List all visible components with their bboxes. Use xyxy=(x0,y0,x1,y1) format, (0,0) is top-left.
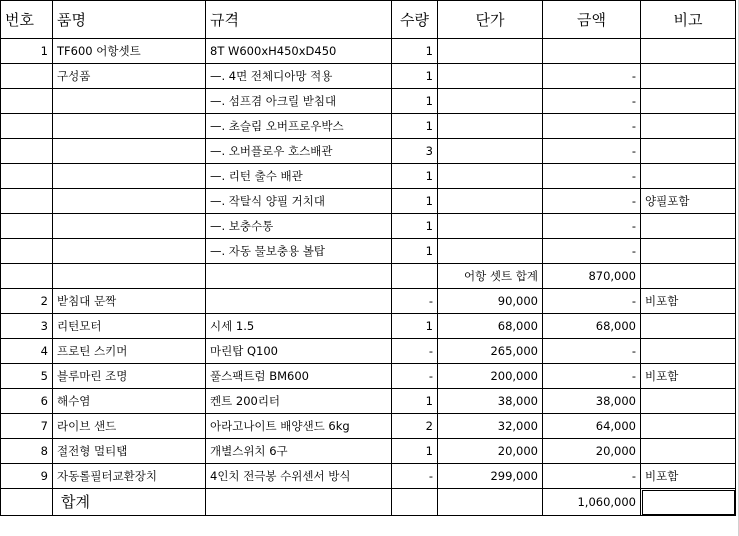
header-qty[interactable]: 수량 xyxy=(392,1,438,39)
cell-price[interactable] xyxy=(438,114,543,139)
cell-qty[interactable]: - xyxy=(392,289,438,314)
cell-note[interactable] xyxy=(641,389,736,414)
cell-qty[interactable]: 1 xyxy=(392,164,438,189)
cell-no[interactable]: 9 xyxy=(1,464,53,489)
table-row xyxy=(1,114,736,139)
table-row xyxy=(1,264,736,289)
cell-price[interactable]: 20,000 xyxy=(438,439,543,464)
table-row xyxy=(1,89,736,114)
cell-no[interactable]: 8 xyxy=(1,439,53,464)
cell-amount[interactable]: 20,000 xyxy=(543,439,641,464)
cell-note[interactable] xyxy=(641,439,736,464)
cell-name[interactable]: 자동롤필터교환장치 xyxy=(53,464,206,489)
cell-note[interactable] xyxy=(641,339,736,364)
cell-price[interactable]: 38,000 xyxy=(438,389,543,414)
table-row xyxy=(1,364,736,389)
cell-note[interactable] xyxy=(641,414,736,439)
header-amount[interactable]: 금액 xyxy=(543,1,641,39)
cell-qty[interactable]: 1 xyxy=(392,114,438,139)
total-amount[interactable]: 1,060,000 xyxy=(543,489,641,516)
cell-note[interactable] xyxy=(641,64,736,89)
cell-price[interactable] xyxy=(438,214,543,239)
cell-price[interactable] xyxy=(438,89,543,114)
header-spec[interactable]: 규격 xyxy=(206,1,392,39)
cell-no[interactable]: 5 xyxy=(1,364,53,389)
cell-price[interactable]: 68,000 xyxy=(438,314,543,339)
cell-note[interactable] xyxy=(641,89,736,114)
cell-no[interactable]: 6 xyxy=(1,389,53,414)
cell-amount[interactable]: - xyxy=(543,139,641,164)
cell-amount[interactable]: 38,000 xyxy=(543,389,641,414)
cell-qty[interactable]: - xyxy=(392,339,438,364)
cell-qty[interactable]: 1 xyxy=(392,239,438,264)
cell-qty[interactable]: - xyxy=(392,464,438,489)
cell-price[interactable]: 32,000 xyxy=(438,414,543,439)
empty-cell[interactable] xyxy=(392,489,438,516)
cell-amount[interactable]: 64,000 xyxy=(543,414,641,439)
cell-price[interactable] xyxy=(438,239,543,264)
cell-spec[interactable]: 4인치 전극봉 수위센서 방식 xyxy=(206,464,392,489)
cell-no[interactable] xyxy=(1,64,53,89)
cell-qty[interactable]: - xyxy=(392,364,438,389)
cell-spec[interactable]: —. 보충수통 xyxy=(206,214,392,239)
cell-name[interactable] xyxy=(53,214,206,239)
cell-note[interactable] xyxy=(641,164,736,189)
cell-qty[interactable]: 2 xyxy=(392,414,438,439)
cell-no[interactable] xyxy=(1,214,53,239)
table-row xyxy=(1,389,736,414)
cell-spec[interactable]: 켄트 200리터 xyxy=(206,389,392,414)
cell-name[interactable] xyxy=(53,239,206,264)
header-price[interactable]: 단가 xyxy=(438,1,543,39)
cell-note[interactable]: 비포함 xyxy=(641,464,736,489)
cell-qty[interactable]: 1 xyxy=(392,314,438,339)
cell-amount[interactable]: - xyxy=(543,464,641,489)
cell-amount[interactable]: 870,000 xyxy=(543,264,641,289)
cell-price[interactable] xyxy=(438,164,543,189)
cell-note[interactable] xyxy=(641,39,736,64)
cell-spec[interactable]: 풀스팩트럼 BM600 xyxy=(206,364,392,389)
cell-amount[interactable]: - xyxy=(543,239,641,264)
cell-spec[interactable]: —. 리턴 출수 배관 xyxy=(206,164,392,189)
header-no[interactable]: 번호 xyxy=(1,1,53,39)
cell-no[interactable] xyxy=(1,114,53,139)
empty-cell[interactable] xyxy=(1,489,53,516)
cell-name[interactable]: 라이브 샌드 xyxy=(53,414,206,439)
cell-spec[interactable]: —. 섬프겸 아크릴 받침대 xyxy=(206,89,392,114)
cell-no[interactable]: 7 xyxy=(1,414,53,439)
total-label[interactable]: 합계 xyxy=(53,489,206,516)
cell-name[interactable]: 프로틴 스키머 xyxy=(53,339,206,364)
cell-no[interactable] xyxy=(1,239,53,264)
cell-spec[interactable]: —. 자동 물보충용 볼탑 xyxy=(206,239,392,264)
cell-amount[interactable]: 68,000 xyxy=(543,314,641,339)
cell-amount[interactable] xyxy=(543,39,641,64)
cell-qty[interactable]: 3 xyxy=(392,139,438,164)
table-row xyxy=(1,439,736,464)
table-row xyxy=(1,64,736,89)
cell-no[interactable] xyxy=(1,139,53,164)
cell-note[interactable] xyxy=(641,214,736,239)
cell-spec[interactable]: 시세 1.5 xyxy=(206,314,392,339)
cell-no[interactable]: 2 xyxy=(1,289,53,314)
cell-no[interactable]: 1 xyxy=(1,39,53,64)
cell-amount[interactable]: - xyxy=(543,189,641,214)
cell-note[interactable] xyxy=(641,139,736,164)
table-row xyxy=(1,464,736,489)
table-row xyxy=(1,164,736,189)
cell-name[interactable]: 리턴모터 xyxy=(53,314,206,339)
cell-price[interactable]: 90,000 xyxy=(438,289,543,314)
cell-amount[interactable]: - xyxy=(543,339,641,364)
table-row xyxy=(1,339,736,364)
cell-qty[interactable]: 1 xyxy=(392,389,438,414)
cell-name[interactable]: TF600 어항셋트 xyxy=(53,39,206,64)
cell-name[interactable] xyxy=(53,139,206,164)
cell-amount[interactable]: - xyxy=(543,64,641,89)
cell-name[interactable] xyxy=(53,189,206,214)
cell-amount[interactable]: - xyxy=(543,364,641,389)
cell-note[interactable] xyxy=(641,239,736,264)
cell-spec[interactable]: —. 4면 전체디아망 적용 xyxy=(206,64,392,89)
cell-name[interactable]: 절전형 멀티탭 xyxy=(53,439,206,464)
cell-no[interactable] xyxy=(1,189,53,214)
cell-note[interactable]: 양필포함 xyxy=(641,189,736,214)
total-row xyxy=(1,489,736,516)
header-row xyxy=(1,1,736,39)
cell-name[interactable]: 블루마린 조명 xyxy=(53,364,206,389)
cell-qty[interactable]: 1 xyxy=(392,64,438,89)
table-row xyxy=(1,189,736,214)
header-note[interactable]: 비고 xyxy=(641,1,736,39)
cell-spec[interactable]: —. 오버플로우 호스배관 xyxy=(206,139,392,164)
cell-no[interactable] xyxy=(1,89,53,114)
cell-name[interactable]: 해수염 xyxy=(53,389,206,414)
cell-spec[interactable]: 개별스위치 6구 xyxy=(206,439,392,464)
cell-price[interactable]: 299,000 xyxy=(438,464,543,489)
cell-price[interactable] xyxy=(438,64,543,89)
cell-price[interactable]: 어항 셋트 합계 xyxy=(438,264,543,289)
cell-spec[interactable]: —. 작탈식 양필 거치대 xyxy=(206,189,392,214)
cell-price[interactable] xyxy=(438,39,543,64)
table-row xyxy=(1,414,736,439)
cell-price[interactable]: 265,000 xyxy=(438,339,543,364)
cell-qty[interactable]: 1 xyxy=(392,39,438,64)
cell-amount[interactable]: - xyxy=(543,214,641,239)
cell-qty[interactable] xyxy=(392,264,438,289)
cell-name[interactable] xyxy=(53,264,206,289)
cell-no[interactable] xyxy=(1,264,53,289)
cell-note[interactable] xyxy=(641,114,736,139)
table-row xyxy=(1,289,736,314)
cell-spec[interactable]: 마린탑 Q100 xyxy=(206,339,392,364)
cell-name[interactable] xyxy=(53,114,206,139)
cell-amount[interactable]: - xyxy=(543,114,641,139)
cell-qty[interactable]: 1 xyxy=(392,439,438,464)
cell-qty[interactable]: 1 xyxy=(392,189,438,214)
cell-amount[interactable]: - xyxy=(543,289,641,314)
cell-no[interactable]: 4 xyxy=(1,339,53,364)
empty-cell[interactable] xyxy=(206,489,392,516)
cell-amount[interactable]: - xyxy=(543,89,641,114)
cell-name[interactable]: 구성품 xyxy=(53,64,206,89)
cell-qty[interactable]: 1 xyxy=(392,214,438,239)
cell-price[interactable] xyxy=(438,189,543,214)
table-row xyxy=(1,139,736,164)
cell-note[interactable] xyxy=(641,314,736,339)
table-row xyxy=(1,214,736,239)
cell-spec[interactable]: 8T W600xH450xD450 xyxy=(206,39,392,64)
cell-spec[interactable]: —. 초슬림 오버프로우박스 xyxy=(206,114,392,139)
cell-spec[interactable]: 아라고나이트 배양샌드 6kg xyxy=(206,414,392,439)
cell-note[interactable] xyxy=(641,264,736,289)
cell-qty[interactable]: 1 xyxy=(392,89,438,114)
cell-name[interactable] xyxy=(53,89,206,114)
cell-price[interactable] xyxy=(438,139,543,164)
cell-no[interactable] xyxy=(1,164,53,189)
cell-name[interactable]: 받침대 문짝 xyxy=(53,289,206,314)
empty-cell[interactable] xyxy=(438,489,543,516)
cell-spec[interactable] xyxy=(206,264,392,289)
table-row xyxy=(1,39,736,64)
cell-note[interactable]: 비포함 xyxy=(641,364,736,389)
table-row xyxy=(1,239,736,264)
cell-note[interactable]: 비포함 xyxy=(641,289,736,314)
selected-cell[interactable] xyxy=(641,489,736,516)
cell-amount[interactable]: - xyxy=(543,164,641,189)
cell-price[interactable]: 200,000 xyxy=(438,364,543,389)
table-row xyxy=(1,314,736,339)
cell-no[interactable]: 3 xyxy=(1,314,53,339)
header-name[interactable]: 품명 xyxy=(53,1,206,39)
cell-spec[interactable] xyxy=(206,289,392,314)
cell-name[interactable] xyxy=(53,164,206,189)
